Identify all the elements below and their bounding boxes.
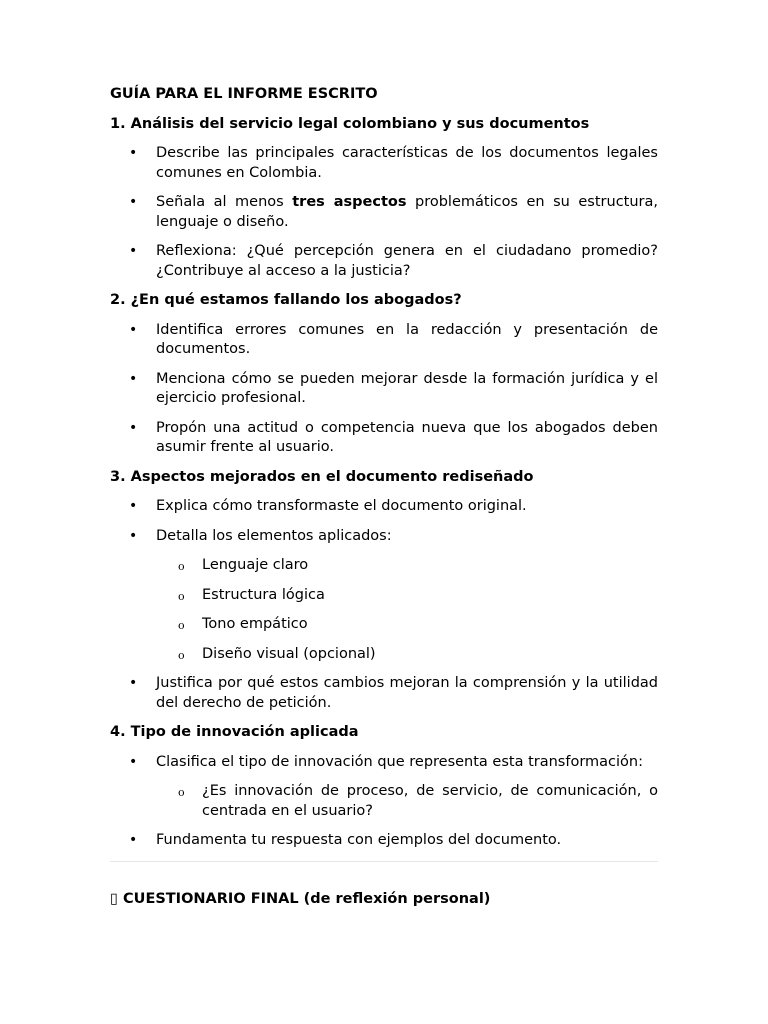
list-item [110,321,658,360]
bullet-icon: • [129,194,138,210]
circle-bullet-icon: o [178,589,185,603]
section-heading-4: 4. Tipo de innovación aplicada [110,724,359,740]
list-item-text-post: problemáticos en su estructura, lenguaje o diseño. [156,194,658,230]
list-item-text: Explica cómo transformaste el documento original. [156,498,527,514]
list-item [110,753,658,822]
sub-list-item-text: Estructura lógica [202,586,325,603]
sub-list-item [156,645,658,665]
section-heading-1: 1. Análisis del servicio legal colombiano y sus documentos [110,115,590,132]
document-content [110,85,658,909]
list-item-text: Detalla los elementos aplicados: [156,527,392,544]
section-divider [110,861,658,862]
sub-list-item-text: Tono empático [202,616,308,632]
final-questionnaire-heading: ▯ CUESTIONARIO FINAL (de reflexión personal) [110,890,491,907]
list-item-text: Menciona cómo se pueden mejorar desde la formación jurídica y el ejercicio profesional. [156,370,658,406]
list-item [110,527,658,665]
circle-bullet-icon: o [178,648,185,662]
section-1-list [110,144,658,281]
bullet-icon: • [129,527,138,544]
sub-list-item-text: Lenguaje claro [202,557,309,573]
bullet-icon: • [129,753,138,770]
list-item-text: Justifica por qué estos cambios mejoran la comprensión y la utilidad del derecho de petición. [156,675,658,711]
list-item-text: Describe las principales características de los documentos legales comunes en Colombia. [156,145,658,181]
list-item-text: Propón una actitud o competencia nueva que los abogados deben asumir frente al usuario. [156,419,658,455]
bullet-icon: • [129,370,138,387]
list-item [110,370,658,409]
list-item-text: Clasifica el tipo de innovación que representa esta transformación: [156,753,644,770]
section-3-list [110,497,658,713]
list-item [110,144,658,183]
list-item [110,674,658,713]
list-item-emphasis: tres aspectos [292,194,407,210]
list-item [110,831,658,851]
bullet-icon: • [129,498,138,514]
list-item [110,419,658,458]
sub-list-item [156,782,658,821]
section-heading-2: 2. ¿En qué estamos fallando los abogados? [110,292,462,308]
sub-list-item [156,615,658,635]
section-heading-3: 3. Aspectos mejorados en el documento rediseñado [110,468,534,485]
sub-list-item [156,586,658,606]
bullet-icon: • [129,419,138,436]
sub-list [156,782,658,821]
list-item-text: Identifica errores comunes en la redacción y presentación de documentos. [156,321,658,357]
list-item-text-pre: Señala al menos [156,194,293,210]
bullet-icon: • [129,675,138,691]
circle-bullet-icon: o [178,619,185,632]
list-item [110,497,658,517]
sub-list-item [156,556,658,576]
circle-bullet-icon: o [178,560,185,573]
list-item [110,193,658,232]
section-4-list [110,753,658,851]
document-title: GUÍA PARA EL INFORME ESCRITO [110,86,378,102]
bullet-icon: • [129,145,138,161]
section-2-list [110,321,658,458]
list-item-text: Fundamenta tu respuesta con ejemplos del documento. [156,832,562,848]
bullet-icon: • [129,321,138,338]
sub-list-item-text: ¿Es innovación de proceso, de servicio, de comunicación, o centrada en el usuario? [202,783,658,819]
bullet-icon: • [129,832,138,848]
list-item [110,242,658,281]
sub-list-item-text: Diseño visual (opcional) [202,645,376,662]
bullet-icon: • [129,243,138,259]
sub-list [156,556,658,664]
list-item-text: Reflexiona: ¿Qué percepción genera en el ciudadano promedio? ¿Contribuye al acceso a la justicia? [156,243,658,279]
circle-bullet-icon: o [178,786,185,799]
